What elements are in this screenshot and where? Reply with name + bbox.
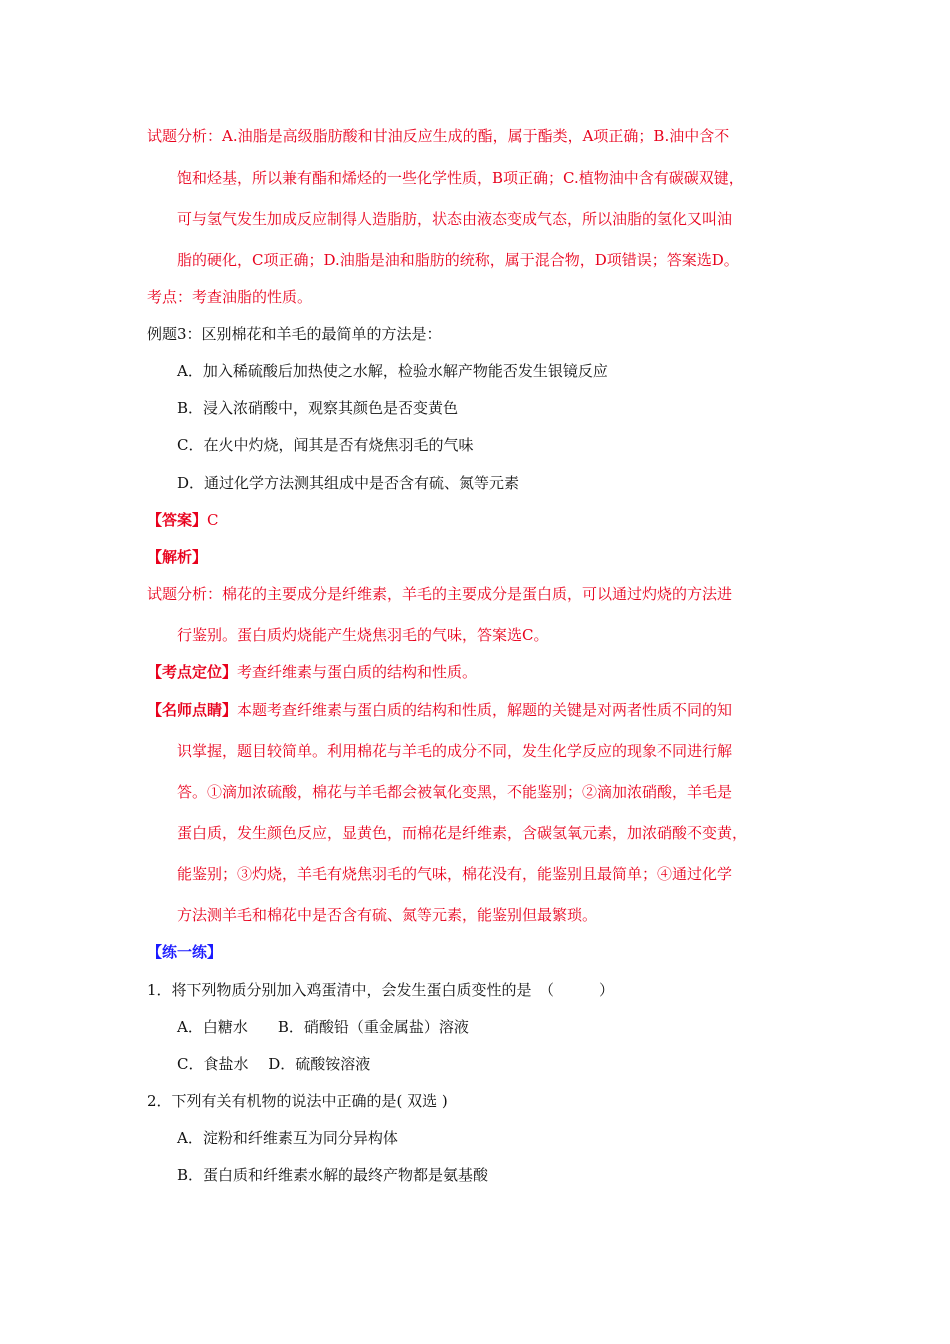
mingshi-line: 识掌握，题目较简单。利用棉花与羊毛的成分不同，发生化学反应的现象不同进行解 [177,742,733,760]
example-question: 例题3：区别棉花和羊毛的最简单的方法是： [147,325,442,343]
analysis-line: 可与氢气发生加成反应制得人造脂肪，状态由液态变成气态，所以油脂的氢化又叫油 [177,210,733,228]
option-b: B．浸入浓硝酸中，观察其颜色是否变黄色 [177,399,459,417]
kaodian-dingwei-line [147,662,477,682]
practice-q1-options-row: C．食盐水 D．硫酸铵溶液 [177,1055,371,1073]
mingshi-line: 能鉴别；③灼烧，羊毛有烧焦羽毛的气味，棉花没有，能鉴别且最简单；④通过化学 [177,865,733,883]
option-a: A．加入稀硫酸后加热使之水解，检验水解产物能否发生银镜反应 [177,362,608,380]
analysis-line: 试题分析：棉花的主要成分是纤维素，羊毛的主要成分是蛋白质，可以通过灼烧的方法进 [147,585,733,603]
option-c: C．在火中灼烧，闻其是否有烧焦羽毛的气味 [177,436,474,454]
analysis-line: 试题分析：A.油脂是高级脂肪酸和甘油反应生成的酯，属于酯类，A项正确；B.油中含不 [147,127,730,145]
kaodian-dingwei-text: 考查纤维素与蛋白质的结构和性质。 [237,663,478,681]
answer-value: C [207,511,219,529]
jiexi-label: 【解析】 [147,548,208,566]
mingshi-line: 蛋白质，发生颜色反应，显黄色，而棉花是纤维素，含碳氢氧元素，加浓硝酸不变黄， [177,824,748,842]
analysis-line: 脂的硬化，C项正确；D.油脂是油和脂肪的统称，属于混合物，D项错误；答案选D。 [177,251,739,269]
analysis-line: 行鉴别。蛋白质灼烧能产生烧焦羽毛的气味，答案选C。 [177,626,549,644]
practice-q2-option-a: A．淀粉和纤维素互为同分异构体 [177,1129,398,1147]
mingshi-line: 答。①滴加浓硫酸，棉花与羊毛都会被氧化变黑，不能鉴别；②滴加浓硝酸，羊毛是 [177,783,733,801]
kaodian-line: 考点：考查油脂的性质。 [147,288,313,306]
practice-heading: 【练一练】 [147,943,223,961]
practice-question-1: 1．将下列物质分别加入鸡蛋清中，会发生蛋白质变性的是 （ ） [147,981,615,999]
practice-question-2: 2．下列有关有机物的说法中正确的是( 双选 ) [147,1092,448,1110]
practice-q1-options-row: A．白糖水 B．硝酸铅（重金属盐）溶液 [177,1018,469,1036]
option-d: D．通过化学方法测其组成中是否含有硫、氮等元素 [177,474,520,492]
mingshi-line [147,700,732,720]
analysis-line: 饱和烃基，所以兼有酯和烯烃的一些化学性质，B项正确；C.植物油中含有碳碳双键， [177,169,744,187]
practice-q2-option-b: B．蛋白质和纤维素水解的最终产物都是氨基酸 [177,1166,489,1184]
answer-label: 【答案】 [147,511,208,529]
mingshi-line: 方法测羊毛和棉花中是否含有硫、氮等元素，能鉴别但最繁琐。 [177,906,598,924]
answer-line [147,510,219,530]
mingshi-label: 【名师点睛】 [147,701,238,719]
kaodian-dingwei-label: 【考点定位】 [147,663,238,681]
mingshi-text: 本题考查纤维素与蛋白质的结构和性质，解题的关键是对两者性质不同的知 [237,701,733,719]
